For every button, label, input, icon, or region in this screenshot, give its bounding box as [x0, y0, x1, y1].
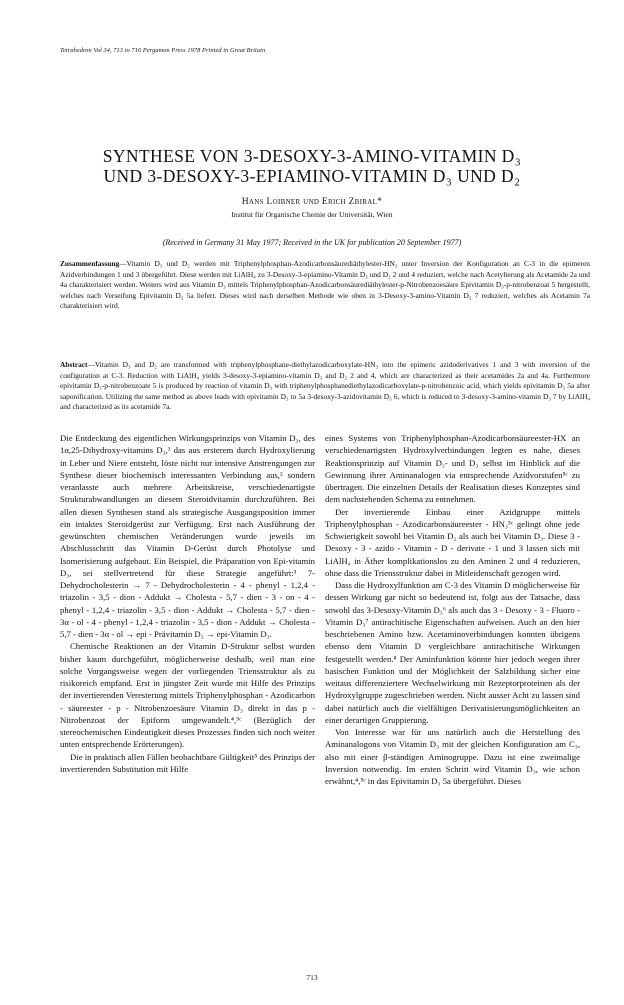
- abstract-german: [60, 259, 590, 312]
- body-column-right: [325, 432, 580, 787]
- paragraph: eines Systems von Triphenylphosphan-Azodicarbonsäureester-HX an verschiedenartigsten Hydroxylverbindungen legten es nahe, dieses Reaktionsprinzip auf Vitamin D₂- und D₃ selbst im Hinblick auf die Gewinnung ihrer Aminanalogen via entsprechende Azidvorstufen⁵ᶜ zu übertragen. Die einzelnen Details der Realisation dieses Konzeptes sind dem nachstehenden Schema zu entnehmen.: [325, 433, 580, 505]
- paragraph: Dass die Hydroxylfunktion am C-3 des Vitamin D möglicherweise für dessen Wirkung gar nicht so bedeutend ist, folgt aus der Tatsache, dass sowohl das 3-Desoxy-Vitamin D₃⁶ als auch das 3 - Desoxy - 3 - Fluoro - Vitamin D₃⁷ antirachitische Eigenschaften aufweisen. Auch an den hier beschriebenen Amino bzw. Acetaminoverbindungen konnten übrigens ebenso dem Vitamin D vergleichbare antirachitische Wirkungen festgestellt werden.⁸ Der Aminfunktion könnte hier jedoch wegen ihrer basischen Funktion und der Möglichkeit der Salzbildung sicher eine weitaus differenziertere Wechselwirkung mit Rezeptorproteinen als der Hydroxylgruppe zugeschrieben werden. Nicht ausser Acht zu lassen sind dabei natürlich auch die vielfältigen Derivatisierungsmöglichkeiten an einer derartigen Gruppierung.: [325, 580, 580, 725]
- received-dates: (Received in Germany 31 May 1977; Received in the UK for publication 20 September 1977): [162, 238, 462, 247]
- institute: Institut für Organische Chemie der Universität, Wien: [231, 210, 393, 219]
- page-subtitle: UND 3-DESOXY-3-EPIAMINO-VITAMIN D₃ UND D₂: [103, 166, 521, 186]
- paragraph: Die in praktisch allen Fällen beobachtbare Gültigkeit⁵ des Prinzips der invertierenden Substitution mit Hilfe: [60, 751, 316, 774]
- page-title: SYNTHESE VON 3-DESOXY-3-AMINO-VITAMIN D₃: [102, 146, 522, 166]
- abstract-english-text: —Vitamin D₃ and D₂ are transformed with triphenylphosphane-diethylazodicarboxylate-HN₃ into the epimeric azidoderivatives 1 and 3 with inversion of the configuration at C-3. Reduction with LiAlH₄ yields 3-desoxy-3-epiamino-vitamin D₃ and D₂ 2 and 4, which are characterized as their acetamides 2a and 4a. Furthermore epivitamin D₃-p-nitrobenzoate 5 is produced by reaction of vitamin D₃ with triphenylphosphanediethylazodicarboxylate-p-nitrobenzoic acid, which yields epivitamin D₃ 5a after saponification. Utilizing the same method as above leads with epivitamin D₃ to 5a 3-desoxy-3-azidovitamin D₃ 6, which is reduced to 3-desoxy-3-amino-vitamin D₃ 7 by LiAlH₄ and characterized as its acetamide 7a.: [60, 360, 590, 411]
- abstract-english: [60, 360, 590, 413]
- abstract-english-lead: Abstract: [60, 360, 88, 369]
- abstract-german-text: —Vitamin D₃ und D₂ werden mit Triphenylphosphan-Azodicarbonsäurediäthylester-HN₃ unter Inversion der Konfiguration an C-3 in die epimeren Azidverbindungen 1 und 3 übergeführt. Diese werden mit LiAlH₄ zu 3-Desoxy-3-epiamino-Vitamin D₃ und D₂ 2 und 4 reduziert, welche nach Acetylierung als Acetamide 2a und 4a charakterisiert werden. Weiters wird aus Vitamin D₃ mittels Triphenylphosphan-Azodicarbonsäurediäthylester-p-Nitrobenzoesäure Epivitamin D₃-p-nitrobenzoat 5 hergestellt, welches nach Verseifung Epivitamin D₃ 5a liefert. Dieses wird nach derselben Methode wie oben in 3-Desoxy-3-amino-Vitamin D₃ 7 reduziert, welches als Acetamin 7a charakterisiert wird.: [60, 259, 590, 310]
- abstract-german-lead: Zusammenfassung: [60, 259, 120, 268]
- paragraph: Von Interesse war für uns natürlich auch die Herstellung des Aminanalogons von Vitamin D₃ mit der gleichen Konfiguration am C₃, also mit einer β-ständigen Aminogruppe. Dazu ist eine zweimalige Inversion notwendig. Im ersten Schritt wird Vitamin D₃, wie schon erwähnt,⁴,⁵ᶜ in das Epivitamin D₃ 5a übergeführt. Dieses: [325, 727, 580, 786]
- paragraph: Chemische Reaktionen an der Vitamin D-Struktur selbst wurden bisher kaum durchgeführt, möglicherweise deshalb, weil man eine solche Vorgangsweise wegen der vorliegenden Triensstruktur als zu risikoreich empfand. Erst in jüngster Zeit wurde mit Hilfe des Prinzips der invertierenden Veresterung mittels Triphenylphosphan - Azodicarbon - säureester - p - Nitrobenzoesäure Vitamin D₃ direkt in das p - Nitrobenzoat der Epiform umgewandelt.⁴,⁵ᶜ (Bezüglich der stereochemischen Eindeutigkeit dieses Prozesses finden sich noch weiter unten entsprechende Erörterungen).: [60, 641, 315, 750]
- page-number: 713: [306, 973, 318, 982]
- paragraph: Der invertierende Einbau einer Azidgruppe mittels Triphenylphosphan - Azodicarbonsäureester - HN₃⁵ᶜ gelingt ohne jede Schwierigkeit sowohl bei Vitamin D₂ als auch bei Vitamin D₃. Diese 3 - Desoxy - 3 - azido - Vitamin - D - derivate - 1 und 3 lassen sich mit LiAlH₄ in Äther komplikationslos zu den Aminen 2 und 4 reduzieren, ohne dass die Triensstruktur dabei in Mitleidenschaft gezogen wird.: [325, 506, 580, 578]
- journal-citation: Tetrahedron Vol 34, 713 to 716 Pergamon Press 1978 Printed in Great Britain: [60, 47, 266, 54]
- authors: Hans Loibner und Erich Zbiral*: [241, 197, 383, 207]
- paragraph: Die Entdeckung des eigentlichen Wirkungsprinzips von Vitamin D₃, des 1α,25-Dihydroxy-vitamins D₃,¹ das aus ersterem durch Hydroxylierung in Leber und Niere entsteht, löste nicht nur intensive Anstrengungen zur Synthese dieser biochemisch interessanten Verbindung aus,² sondern veranlasste auch mehrere Arbeitskreise, verschiedenartigste Strukturabwandlungen an diesem Steroidvitamin durchzuführen. Bei allen diesen Synthesen stand als strategische Ausgangsposition immer ein intaktes Steroidgerüst zur Verfügung. Erst nach Ausführung der gewünschten chemischen Veränderungen wurde jeweils im Abschlusschritt das Vitamin D-Gerüst durch Photolyse und Isomerisierung aufgebaut. Ein Beispiel, die Präparation von Epi-vitamin D₃, sei stellvertretend für diese Strategie angeführt:³ 7-Dehydrocholesterin → 7 - Dehydrocholesterin - 4 - phenyl - 1,2,4 - triazolin - 3,5 - dion - Addukt → Cholesta - 5,7 - dien - 3 - on - 4 - phenyl - 1,2,4 - triazolin - 3,5 - dion - Addukt → Cholesta - 5,7 - dien - 3α - ol - 4 - phenyl - 1,2,4 - triazolin - 3,5 - dion - Addukt → Cholesta - 5,7 - dien - 3α - ol → epi - Prävitamin D₃ → epi-Vitamin D₃.: [60, 433, 315, 639]
- body-column-left: [60, 432, 315, 775]
